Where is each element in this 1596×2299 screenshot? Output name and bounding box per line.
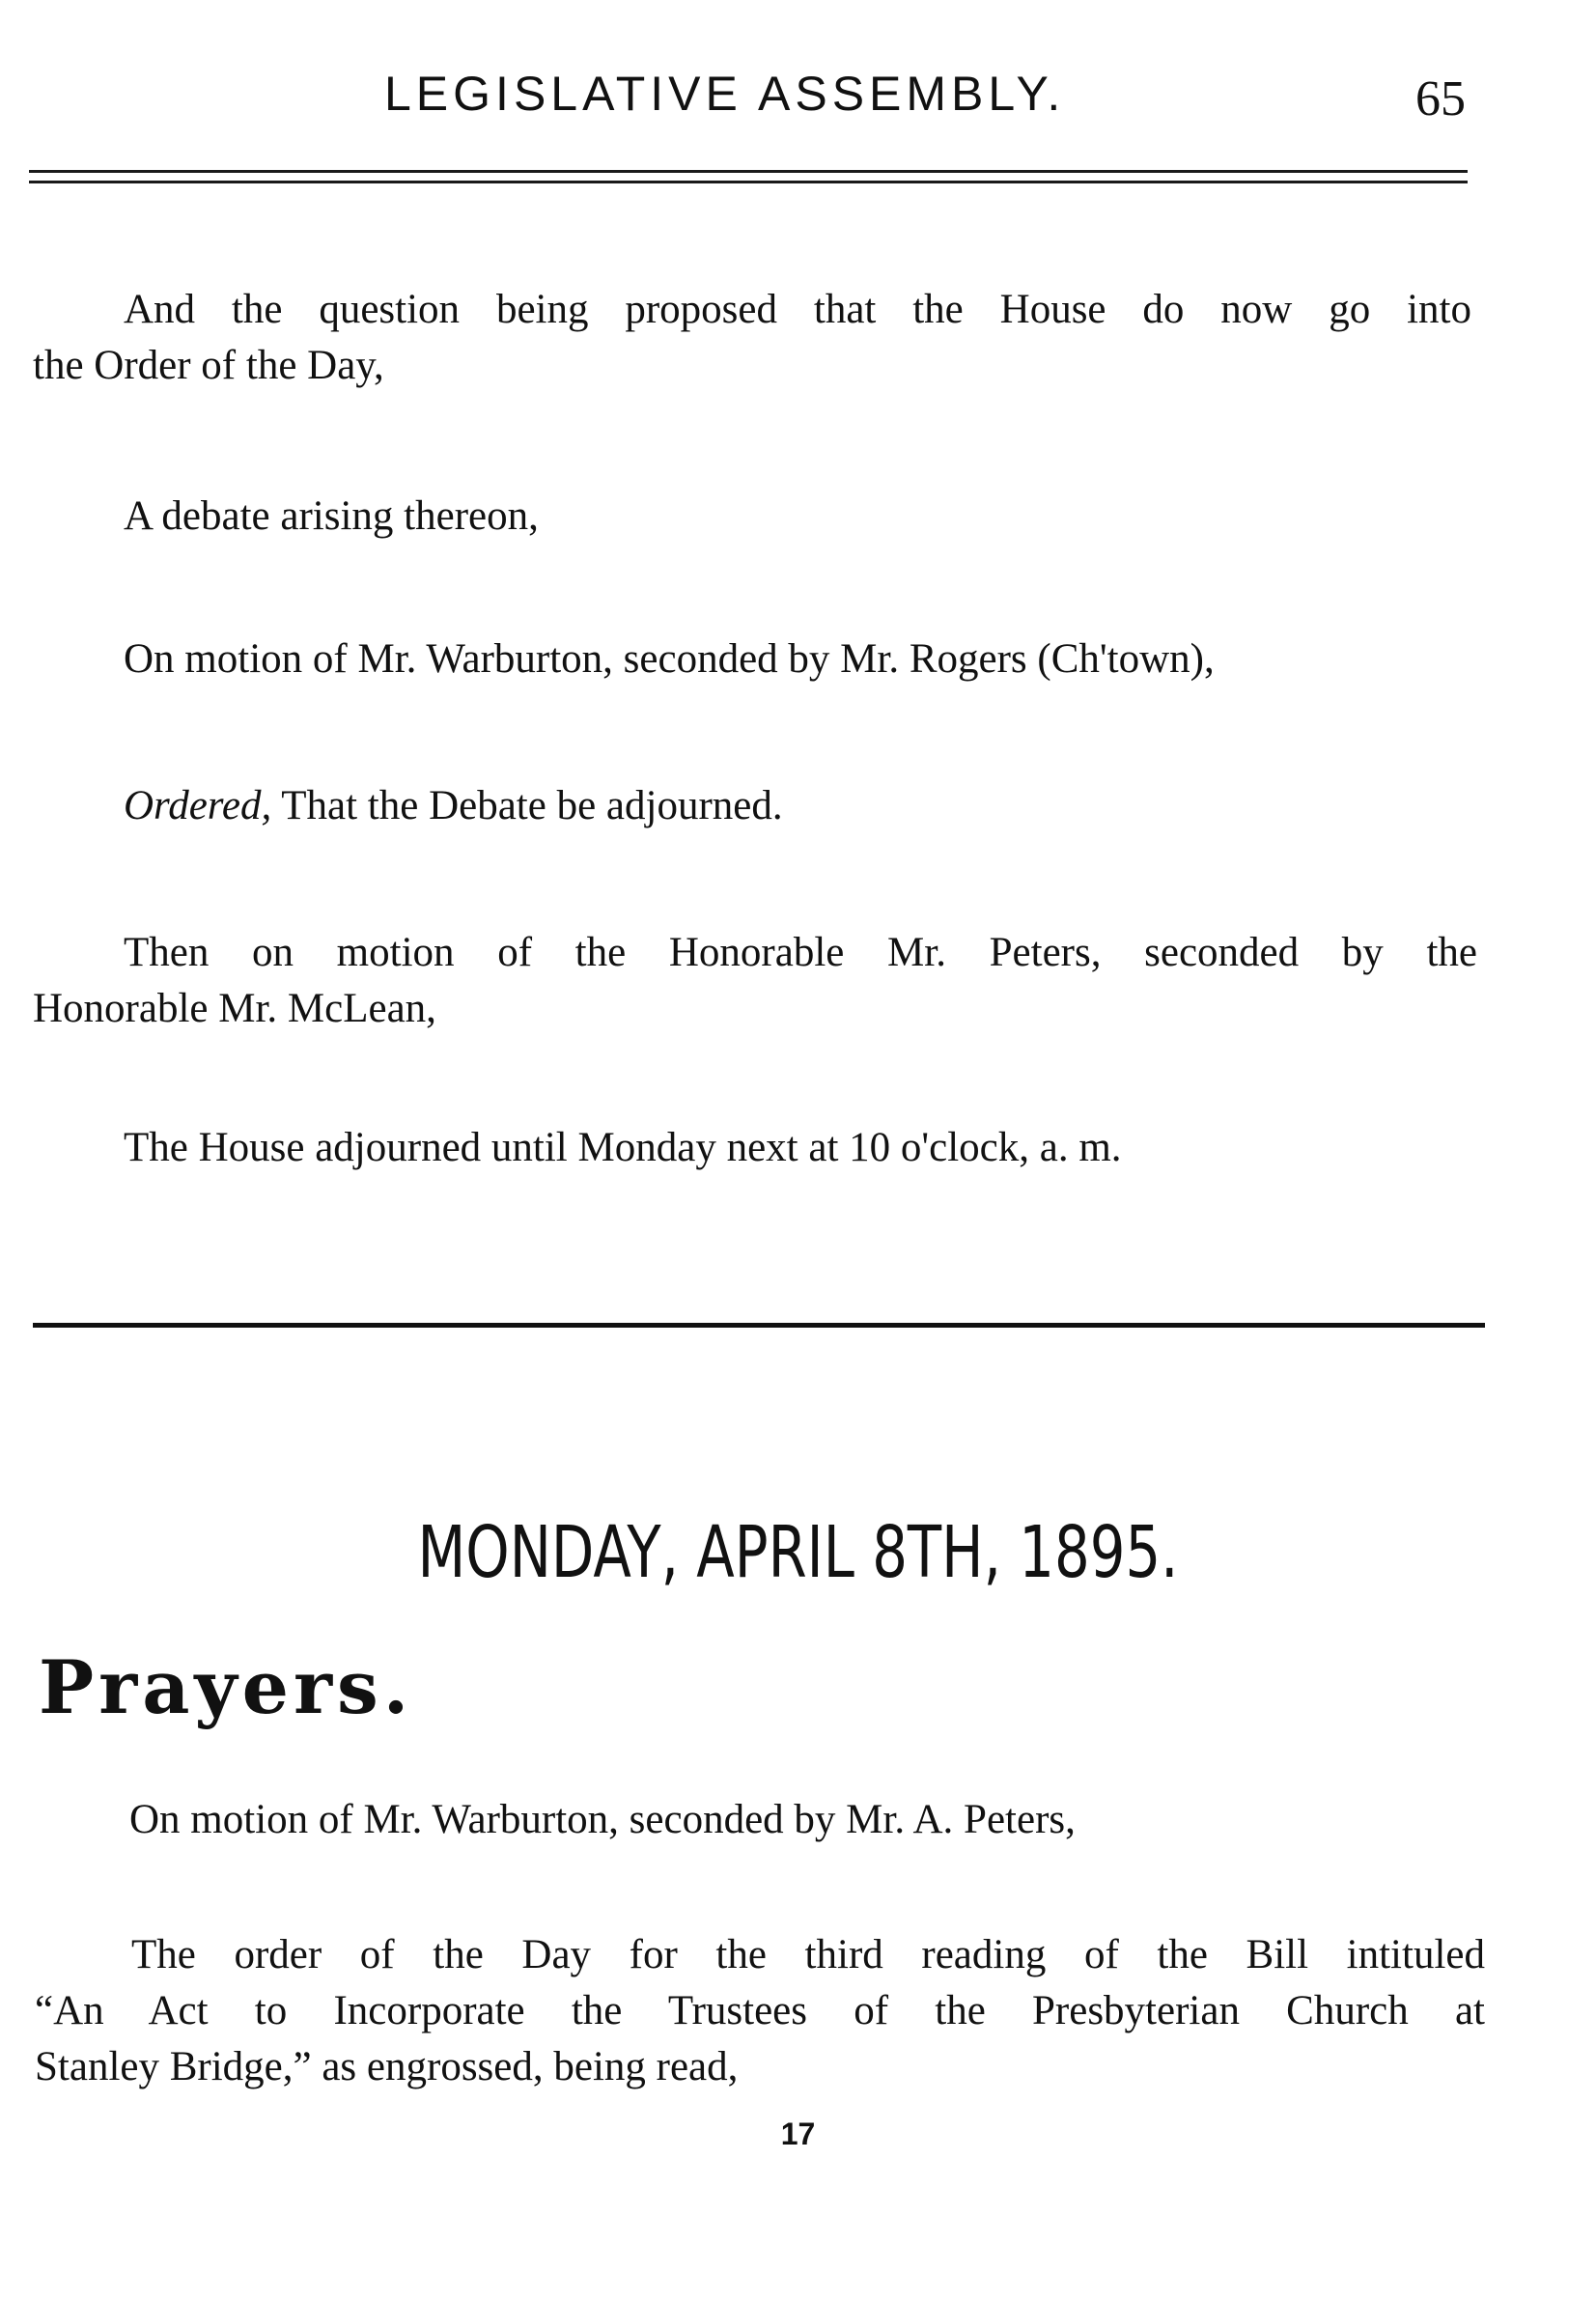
running-title: LEGISLATIVE ASSEMBLY. [384,67,1066,121]
paragraph-line: And the question being proposed that the House do now go into [124,287,1471,332]
paragraph-line: On motion of Mr. Warburton, seconded by Mr. Rogers (Ch'town), [124,636,1215,682]
paragraph-line [124,778,783,834]
paragraph-ordered [124,778,783,834]
ordered-italic: Ordered, [124,783,272,828]
prayers-heading: Prayers. [39,1644,414,1730]
paragraph-motion-warburton-peters [129,1792,1076,1848]
running-head [0,60,1596,127]
paragraph-order-of-the-day [35,1927,1485,2095]
page-number: 65 [1415,71,1466,126]
paragraph-line: The House adjourned until Monday next at 10 o'clock, a. m. [124,1125,1122,1170]
header-double-rule [29,170,1468,183]
paragraph-motion-warburton [124,631,1215,687]
paragraph-line: Honorable Mr. McLean, [33,986,436,1031]
paragraph-line: the Order of the Day, [33,343,384,388]
signature-mark: 17 [780,2117,816,2151]
paragraph-line: Stanley Bridge,” as engrossed, being read, [35,2044,739,2089]
paragraph-line: “An Act to Incorporate the Trustees of the Presbyterian Church at [35,1988,1485,2033]
paragraph-line: A debate arising thereon, [124,493,539,539]
paragraph-debate-arising [124,489,539,545]
paragraph-question-proposed [33,282,1471,394]
date-heading: MONDAY, APRIL 8TH, 1895. [417,1511,1179,1594]
paragraph-house-adjourned [124,1120,1122,1176]
ordered-text: That the Debate be adjourned. [271,783,783,828]
paragraph-line: The order of the Day for the third reading of the Bill intituled [131,1932,1485,1977]
paragraph-line: Then on motion of the Honorable Mr. Peters, seconded by the [124,930,1477,975]
paragraph-then-on-motion [33,925,1477,1037]
paragraph-line: On motion of Mr. Warburton, seconded by Mr. A. Peters, [129,1797,1076,1842]
section-divider-rule [33,1323,1485,1328]
